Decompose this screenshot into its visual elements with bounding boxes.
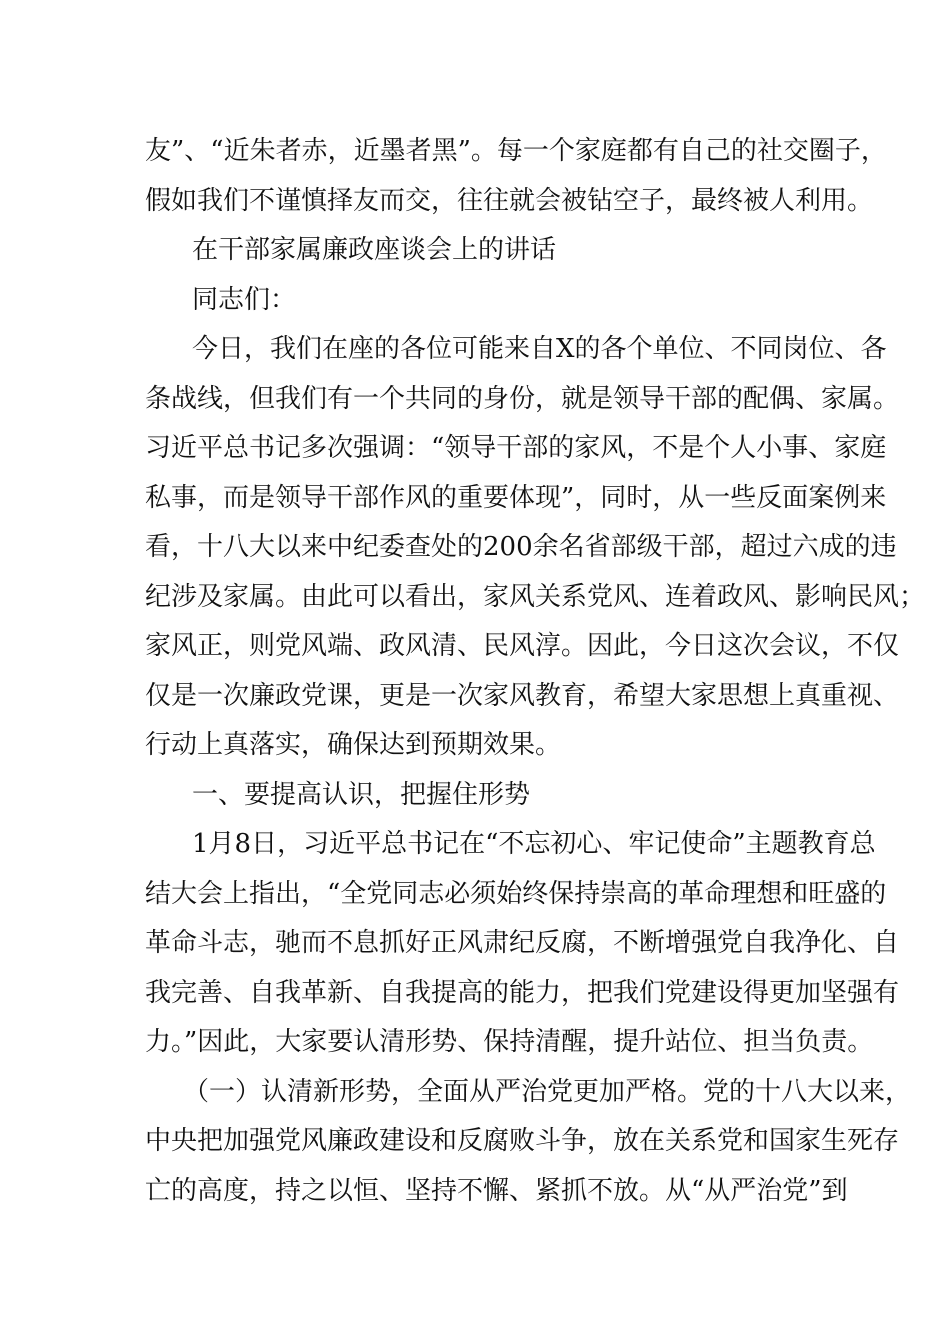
text-line: 条战线，但我们有一个共同的身份，就是领导干部的配偶、家属。: [145, 383, 900, 414]
text-line: 同志们：: [192, 284, 297, 315]
text-line: 力。”因此，大家要认清形势、保持清醒，提升站位、担当负责。: [145, 1027, 874, 1057]
paragraph-continuation: [145, 127, 887, 226]
text-line: 在干部家属廉政座谈会上的讲话: [192, 235, 557, 265]
text-line: 行动上真落实，确保达到预期效果。: [145, 730, 562, 760]
text-line: 结大会上指出，“全党同志必须始终保持崇高的革命理想和旺盛的: [145, 878, 887, 909]
document-body: [145, 127, 926, 1216]
text-line: 假如我们不谨慎择友而交，往往就会被钻空子，最终被人利用。: [145, 185, 874, 216]
speech-title: [145, 226, 825, 276]
paragraph-section-1: [145, 820, 900, 1068]
text-line: 1月8日，习近平总书记在“不忘初心、牢记使命”主题教育总: [192, 829, 876, 859]
text-line: 看，十八大以来中纪委查处的200余名省部级干部，超过六成的违: [145, 532, 897, 562]
text-line: 私事，而是领导干部作风的重要体现”，同时，从一些反面案例来: [145, 482, 887, 513]
paragraph-subsection-1: [145, 1068, 912, 1217]
text-line: 我完善、自我革新、自我提高的能力，把我们党建设得更加坚强有: [145, 977, 900, 1008]
text-line: 家风正，则党风端、政风清、民风淳。因此，今日这次会议，不仅: [145, 631, 900, 661]
text-line: 革命斗志，驰而不息抓好正风肃纪反腐，不断增强党自我净化、自: [145, 928, 900, 958]
paragraph-opening: [145, 325, 926, 771]
text-line: 仅是一次廉政党课，更是一次家风教育，希望大家思想上真重视、: [145, 680, 900, 711]
text-line: 纪涉及家属。由此可以看出，家风关系党风、连着政风、影响民风；: [145, 581, 926, 612]
text-line: （一）认清新形势，全面从严治党更加严格。党的十八大以来，: [183, 1076, 912, 1107]
salutation: [145, 276, 825, 326]
section-heading-1: [145, 771, 825, 821]
text-line: 一、要提高认识，把握住形势: [192, 779, 531, 810]
text-line: 习近平总书记多次强调：“领导干部的家风，不是个人小事、家庭: [145, 433, 887, 463]
text-line: 友”、“近朱者赤，近墨者黑”。每一个家庭都有自己的社交圈子，: [145, 136, 887, 166]
text-line: 亡的高度，持之以恒、坚持不懈、紧抓不放。从“从严治党”到: [145, 1175, 848, 1206]
text-line: 中央把加强党风廉政建设和反腐败斗争，放在关系党和国家生死存: [145, 1126, 900, 1156]
text-line: 今日，我们在座的各位可能来自X的各个单位、不同岗位、各: [192, 334, 887, 364]
